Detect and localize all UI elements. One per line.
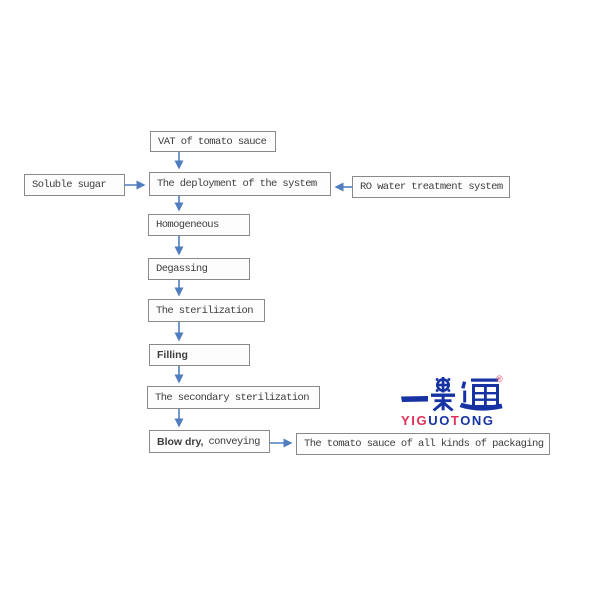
flow-node-label: conveying	[208, 435, 260, 448]
flow-node-soluble-sugar	[24, 174, 125, 196]
flow-node-label: Filling	[157, 349, 188, 361]
registered-trademark-icon: ®	[496, 374, 503, 384]
flow-node-label: Homogeneous	[156, 219, 219, 231]
flow-node-label: The secondary sterilization	[155, 391, 309, 404]
flow-node-label: Blow dry,	[157, 435, 204, 448]
flow-node-ro-water	[352, 176, 510, 198]
gear-icon	[436, 377, 450, 393]
flow-node-label: Degassing	[156, 263, 208, 275]
flow-node-packaging	[296, 433, 550, 455]
flow-node-label: RO water treatment system	[360, 181, 503, 193]
flow-node-vat	[150, 131, 276, 152]
flow-node-label: The tomato sauce of all kinds of packaging	[304, 438, 544, 450]
flow-node-sterilization	[148, 299, 265, 322]
brand-logo	[398, 376, 512, 426]
logo-wordmark	[401, 413, 509, 428]
flow-node-secondary-sterilization	[147, 386, 320, 409]
flow-node-deployment	[149, 172, 331, 196]
logo-chinese-characters	[398, 376, 504, 414]
logo-wordmark-part: YIG	[401, 413, 429, 428]
flow-node-label: VAT of tomato sauce	[158, 135, 267, 148]
logo-wordmark-part: UO	[428, 413, 451, 428]
flow-node-label: The deployment of the system	[157, 178, 317, 190]
flow-node-filling	[149, 344, 250, 366]
flow-node-label: Soluble sugar	[32, 179, 107, 191]
flow-node-label: The sterilization	[156, 304, 253, 317]
flow-node-degassing	[148, 258, 250, 280]
flow-node-homogeneous	[148, 214, 250, 236]
flow-node-blow-dry	[149, 430, 270, 453]
logo-wordmark-part: T	[450, 413, 461, 428]
logo-wordmark-part: ONG	[460, 413, 495, 428]
